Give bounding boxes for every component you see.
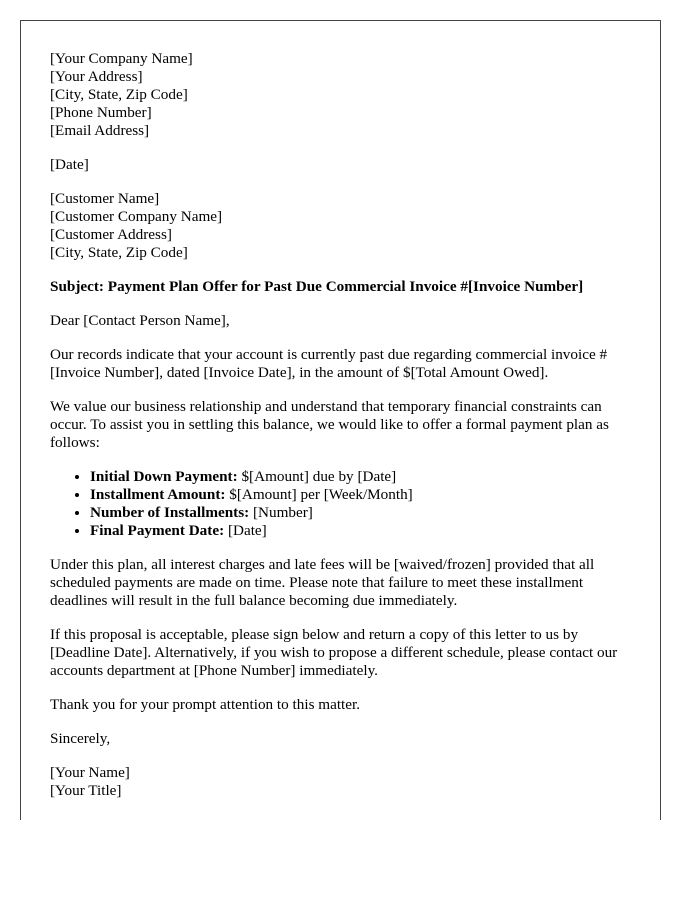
list-item: [90, 522, 640, 540]
sender-company: [Your Company Name]: [50, 50, 193, 67]
signature-block: [50, 764, 640, 800]
payment-terms-list: [50, 468, 640, 540]
paragraph-conditions: Under this plan, all interest charges and late fees will be [waived/frozen] provided that all scheduled payments are made on time. Please note that failure to meet these installment deadlines will result in the full balance becoming due immediately.: [50, 556, 595, 609]
term-value: $[Amount] per [Week/Month]: [225, 486, 413, 503]
recipient-name: [Customer Name]: [50, 190, 160, 207]
term-label: Initial Down Payment:: [90, 468, 238, 485]
date-block: [50, 156, 640, 174]
salutation: Dear [Contact Person Name],: [50, 312, 230, 329]
list-item: [90, 504, 640, 522]
letter-page: [20, 20, 661, 820]
sender-phone: [Phone Number]: [50, 104, 152, 121]
paragraph-acceptance: If this proposal is acceptable, please sign below and return a copy of this letter to us by [Deadline Date]. Alternatively, if you wish to propose a different schedule, please contact our accounts department at [Phone Number] immediately.: [50, 626, 618, 679]
sender-address: [Your Address]: [50, 68, 143, 85]
subject-line: Subject: Payment Plan Offer for Past Due Commercial Invoice #[Invoice Number]: [50, 278, 584, 295]
paragraph-offer: We value our business relationship and understand that temporary financial constraints can occur. To assist you in settling this balance, we would like to offer a formal payment plan as follows:: [50, 398, 609, 451]
signature-name: [Your Name]: [50, 764, 130, 781]
term-label: Final Payment Date:: [90, 522, 225, 539]
term-value: [Number]: [249, 504, 313, 521]
recipient-block: [50, 190, 640, 262]
term-value: $[Amount] due by [Date]: [237, 468, 397, 485]
sender-block: [50, 50, 640, 140]
list-item: [90, 468, 640, 486]
letter-content: [50, 50, 640, 816]
paragraph-past-due: Our records indicate that your account is currently past due regarding commercial invoice #[Invoice Number], dated [Invoice Date], in the amount of $[Total Amount Owed].: [50, 346, 608, 381]
sender-email: [Email Address]: [50, 122, 150, 139]
letter-date: [Date]: [50, 156, 89, 173]
recipient-address: [Customer Address]: [50, 226, 172, 243]
recipient-company: [Customer Company Name]: [50, 208, 223, 225]
closing: Sincerely,: [50, 730, 111, 747]
term-value: [Date]: [224, 522, 267, 539]
sender-city-state-zip: [City, State, Zip Code]: [50, 86, 188, 103]
recipient-city-state-zip: [City, State, Zip Code]: [50, 244, 188, 261]
list-item: [90, 486, 640, 504]
term-label: Number of Installments:: [90, 504, 250, 521]
signature-title: [Your Title]: [50, 782, 122, 799]
paragraph-thanks: Thank you for your prompt attention to this matter.: [50, 696, 361, 713]
term-label: Installment Amount:: [90, 486, 226, 503]
